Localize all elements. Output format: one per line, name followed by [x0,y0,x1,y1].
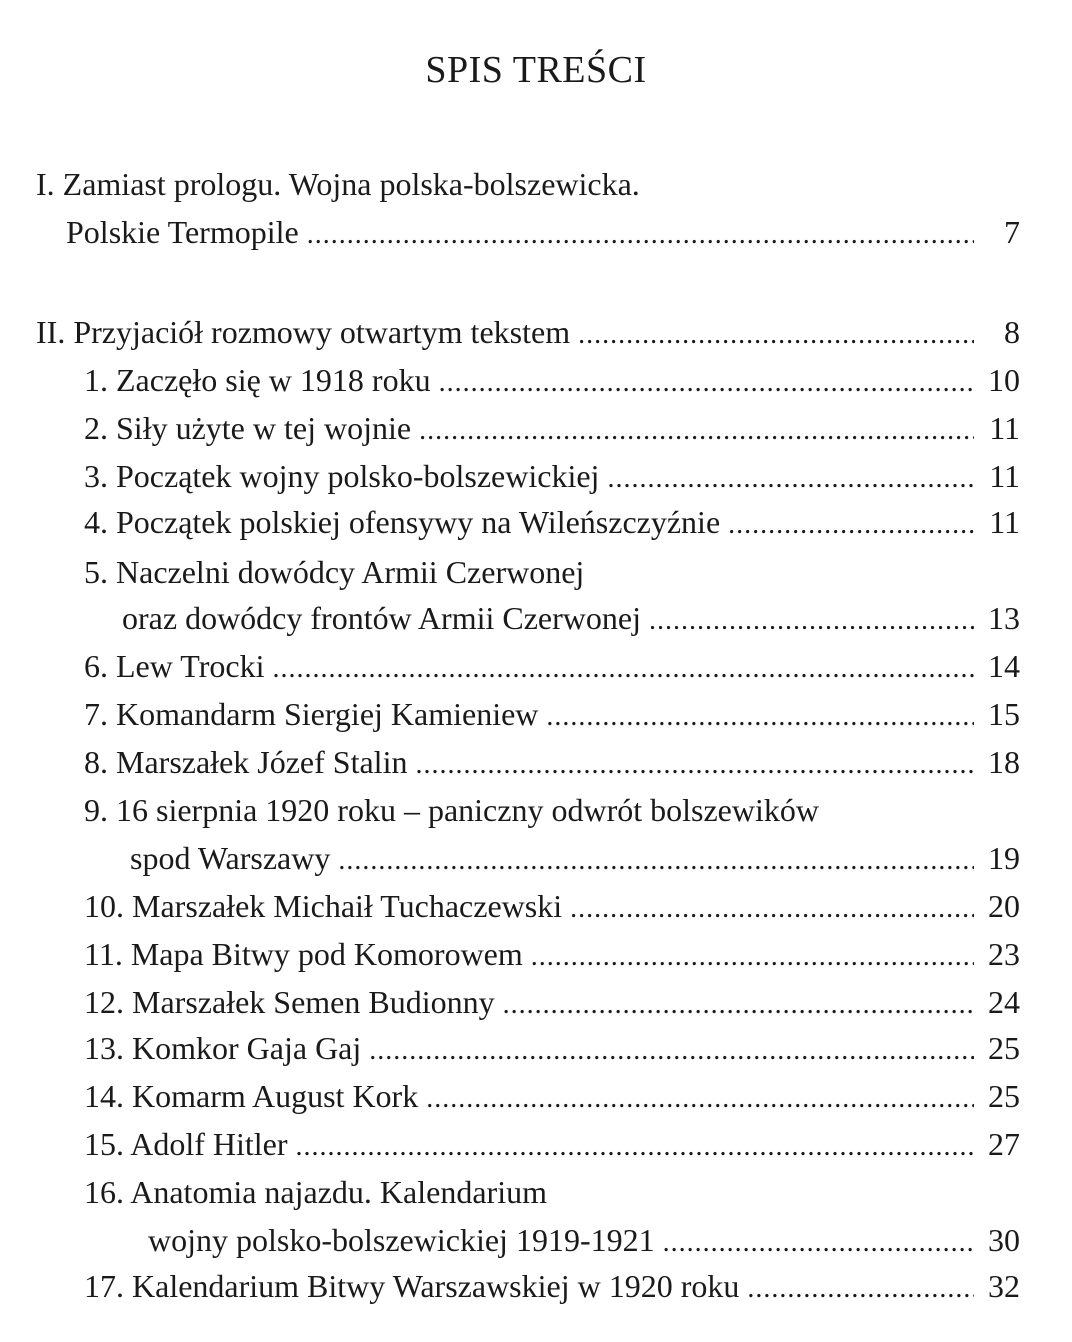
toc-entry [130,836,1020,880]
toc-entry-page: 13 [988,600,1020,636]
toc-entry [122,596,1020,640]
page-title: SPIS TREŚCI [425,49,647,91]
toc-entry [84,740,1020,784]
toc-entry-page: 11 [989,410,1020,446]
dot-leader [531,935,974,979]
toc-entry-text: 4. Początek polskiej ofensywy na Wileńszczyźnie [84,504,721,540]
toc-entry-page: 15 [988,696,1020,732]
toc-entry-page: 30 [988,1222,1020,1258]
dot-leader [578,313,974,357]
toc-entry-text: 14. Komarm August Kork [84,1078,419,1114]
toc-entry [36,162,1020,206]
toc-entry-page: 18 [988,744,1020,780]
toc-entry-text: 6. Lew Trocki [84,648,265,684]
toc-entry-text: 16. Anatomia najazdu. Kalendarium [84,1174,547,1210]
toc-entry [36,310,1020,354]
dot-leader [546,695,974,739]
dot-leader [607,457,974,501]
toc-entry [84,1026,1020,1070]
toc-entry [148,1218,1020,1262]
toc-entry-page: 14 [988,648,1020,684]
dot-leader [426,1077,974,1121]
toc-entry-page: 24 [988,984,1020,1020]
toc-entry-text: 15. Adolf Hitler [84,1126,288,1162]
toc-entry [84,980,1020,1024]
dot-leader [307,213,974,257]
toc-entry-page: 19 [988,840,1020,876]
toc-entry-text: 2. Siły użyte w tej wojnie [84,410,412,446]
toc-entry-page: 25 [988,1030,1020,1066]
toc-entry [84,406,1020,450]
dot-leader [649,599,974,643]
toc-entry-text: 10. Marszałek Michaił Tuchaczewski [84,888,563,924]
toc-entry-text: 7. Komandarm Siergiej Kamieniew [84,696,539,732]
toc-entry [84,550,1020,594]
toc-entry-text: I. Zamiast prologu. Wojna polska-bolszewicka. [36,166,640,202]
dot-leader [663,1221,974,1265]
toc-entry-text: Polskie Termopile [66,214,299,250]
toc-entry-text: 5. Naczelni dowódcy Armii Czerwonej [84,554,585,590]
toc-entry [84,1264,1020,1308]
dot-leader [747,1267,974,1311]
toc-entry [84,692,1020,736]
toc-entry-text: 17. Kalendarium Bitwy Warszawskiej w 1920 roku [84,1268,740,1304]
toc-entry-page: 23 [988,936,1020,972]
toc-entry [84,788,1020,832]
toc-entry-page: 25 [988,1078,1020,1114]
toc-entry [84,884,1020,928]
dot-leader [296,1125,974,1169]
toc-entry-text: II. Przyjaciół rozmowy otwartym tekstem [36,314,571,350]
toc-entry-text: 13. Komkor Gaja Gaj [84,1030,362,1066]
toc-entry-text: 12. Marszałek Semen Budionny [84,984,495,1020]
dot-leader [728,503,974,547]
toc-entry [84,1074,1020,1118]
dot-leader [369,1029,974,1073]
toc-entry-text: 8. Marszałek Józef Stalin [84,744,408,780]
toc-entry [66,210,1020,254]
toc-entry [84,500,1020,544]
dot-leader [570,887,974,931]
toc-entry [84,1122,1020,1166]
toc-entry-text: spod Warszawy [130,840,331,876]
toc-entry-text: 9. 16 sierpnia 1920 roku – paniczny odwrót bolszewików [84,792,819,828]
dot-leader [503,983,974,1027]
toc-entry-text: 11. Mapa Bitwy pod Komorowem [84,936,523,972]
toc-entry-text: oraz dowódcy frontów Armii Czerwonej [122,600,641,636]
toc-entry [84,932,1020,976]
toc-entry-text: 1. Zaczęło się w 1918 roku [84,362,431,398]
dot-leader [272,647,974,691]
dot-leader [338,839,974,883]
toc-entry [84,358,1020,402]
toc-entry-page: 11 [989,504,1020,540]
toc-entry-page: 32 [988,1268,1020,1304]
toc-entry [84,1170,1020,1214]
toc-entry-page: 27 [988,1126,1020,1162]
toc-entry-page: 11 [989,458,1020,494]
toc-entry-text: 3. Początek wojny polsko-bolszewickiej [84,458,600,494]
dot-leader [415,743,974,787]
toc-entry-page: 10 [988,362,1020,398]
toc-entry-text: wojny polsko-bolszewickiej 1919-1921 [148,1222,655,1258]
toc-entry-page: 8 [1004,314,1020,350]
toc-entry-page: 7 [1004,214,1020,250]
toc-entry [84,644,1020,688]
toc-entry-page: 20 [988,888,1020,924]
dot-leader [419,409,974,453]
toc-entry [84,454,1020,498]
dot-leader [439,361,974,405]
